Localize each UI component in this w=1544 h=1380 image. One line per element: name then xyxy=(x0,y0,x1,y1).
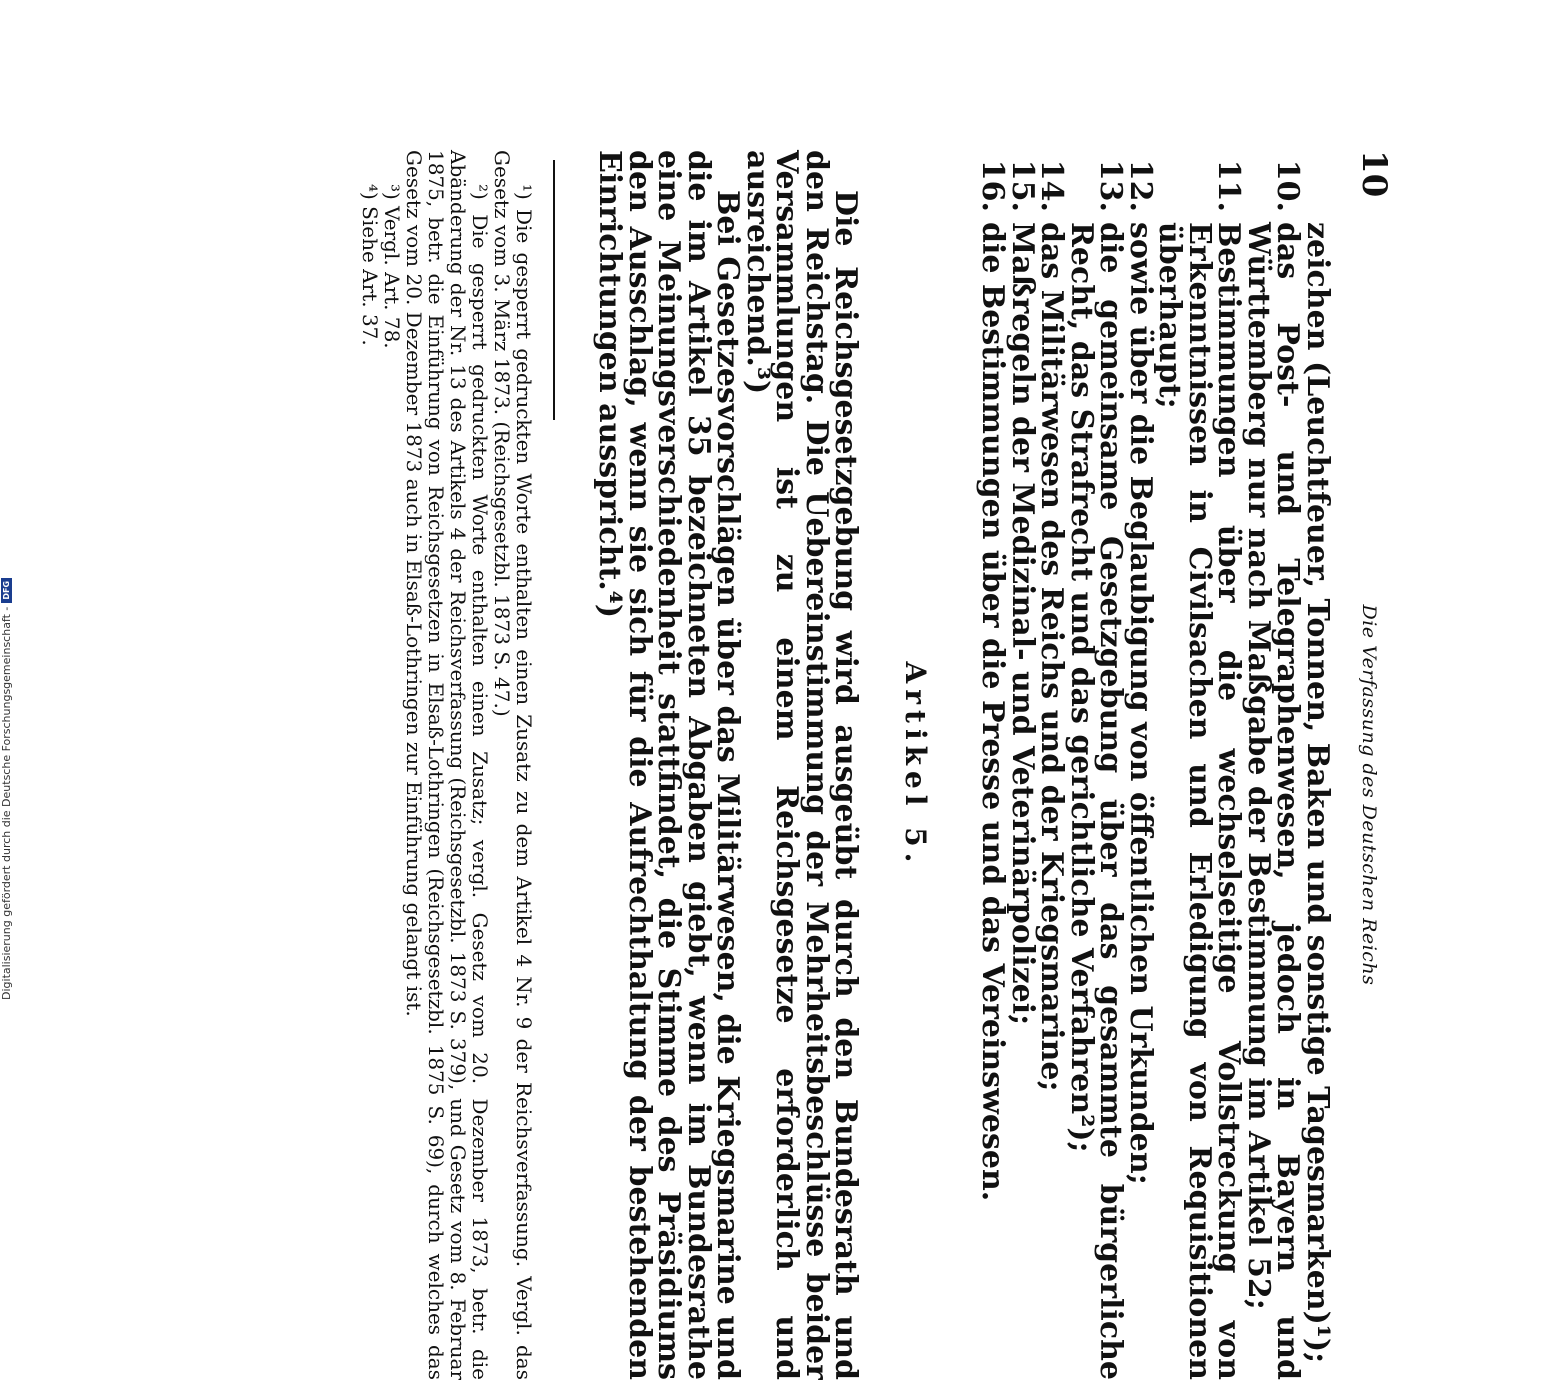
list-item xyxy=(1152,150,1247,1380)
list-item-text: das Post- und Telegraphenwesen, jedoch in Bayern und Württemberg nur nach Maßgabe der Bestimmung im Artikel 52; xyxy=(1241,222,1306,1380)
list-item-text: sowie über die Beglaubigung von öffentlichen Urkunden; xyxy=(1123,222,1158,1185)
footnote: ¹) Die gesperrt gedruckten Worte enthalten einen Zusatz zu dem Artikel 4 Nr. 9 der Reichsverfassung. Vergl. das Gesetz vom 3. März 1873. (Reichsgesetzbl. 1873 S. 47.) xyxy=(490,150,536,1380)
list-item-number: 16. xyxy=(975,159,1011,212)
list-item xyxy=(1034,150,1070,1380)
page-content xyxy=(359,150,1394,1380)
list-item xyxy=(1241,150,1306,1380)
dfg-logo: DFG xyxy=(1,578,12,603)
list-item-text: die gemeinsame Gesetzgebung über das gesammte bürgerliche Recht, das Strafrecht und das gerichtliche Verfahren²); xyxy=(1064,222,1129,1380)
page-number: 10 xyxy=(1354,150,1394,198)
list-item xyxy=(1064,150,1129,1380)
footnote-divider xyxy=(553,160,555,420)
list-item-number: 14. xyxy=(1034,159,1070,212)
list-item-number: 13. xyxy=(1093,159,1129,212)
article-paragraph: Die Reichsgesetzgebung wird ausgeübt durch den Bundesrath und den Reichstag. Die Uebereinstimmung der Mehrheitsbeschlüsse beider Versammlungen ist zu einem Reichsgesetze erforderlich und ausreichend.³) xyxy=(740,150,864,1380)
credit-strip xyxy=(0,0,14,1000)
footnote: ⁴) Siehe Art. 37. xyxy=(358,184,382,346)
list-item-text: Maßregeln der Medizinal- und Veterinärpolizei; xyxy=(1005,222,1040,1026)
list-item-number: 15. xyxy=(1005,159,1040,212)
list-body xyxy=(592,150,1335,1380)
footnotes xyxy=(359,150,535,1380)
running-title: Die Verfassung des Deutschen Reichs xyxy=(1358,604,1380,986)
page-header xyxy=(1354,150,1394,1380)
list-item-text: zeichen (Leuchtfeuer, Tonnen, Baken und sonstige Tagesmarken)¹); xyxy=(1300,222,1335,1364)
list-item xyxy=(1005,150,1040,1380)
credit-text: Digitalisierung gefördert durch die Deutsche Forschungsgemeinschaft - xyxy=(0,606,13,1000)
list-item xyxy=(1123,150,1158,1380)
footnote: ³) Vergl. Art. 78. xyxy=(380,184,404,349)
list-item-text: die Bestimmungen über die Presse und das Vereinswesen. xyxy=(975,222,1011,1202)
list-item-continuation xyxy=(1300,150,1335,1380)
article-heading: Artikel 5. xyxy=(899,661,932,869)
list-item xyxy=(975,150,1011,1380)
list-item-number: 10. xyxy=(1270,159,1306,212)
list-item-number: 12. xyxy=(1123,159,1158,212)
footnote: ²) Die gesperrt gedruckten Worte enthalten einen Zusatz; vergl. Gesetz vom 20. Dezember 1873, betr. die Abänderung der Nr. 13 des Artikels 4 der Reichsverfassung (Reichsgesetzbl. 1873 S. 379), und Gesetz vom 8. Februar 1875, betr. die Einführung von Reichsgesetzen in Elsaß-Lothringen (Reichsgesetzbl. 1875 S. 69), durch welches das Gesetz vom 20. Dezember 1873 auch in Elsaß-Lothringen zur Einführung gelangt ist. xyxy=(402,150,492,1380)
article-paragraph: Bei Gesetzesvorschlägen über das Militärwesen, die Kriegsmarine und die im Artikel 35 bezeichneten Abgaben giebt, wenn im Bundesrathe eine Meinungsverschiedenheit stattfindet, die Stimme des Präsidiums den Ausschlag, wenn sie sich für die Aufrechthaltung der bestehenden Einrichtungen ausspricht.⁴) xyxy=(592,150,746,1380)
credit-line xyxy=(0,0,13,1000)
list-item-text: das Militärwesen des Reichs und der Kriegsmarine; xyxy=(1034,222,1070,1092)
list-item-number: 11. xyxy=(1211,159,1247,212)
list-item-text: Bestimmungen über die wechselseitige Vollstreckung von Erkenntnissen in Civilsachen und Erledigung von Requisitionen überhaupt; xyxy=(1152,222,1247,1380)
